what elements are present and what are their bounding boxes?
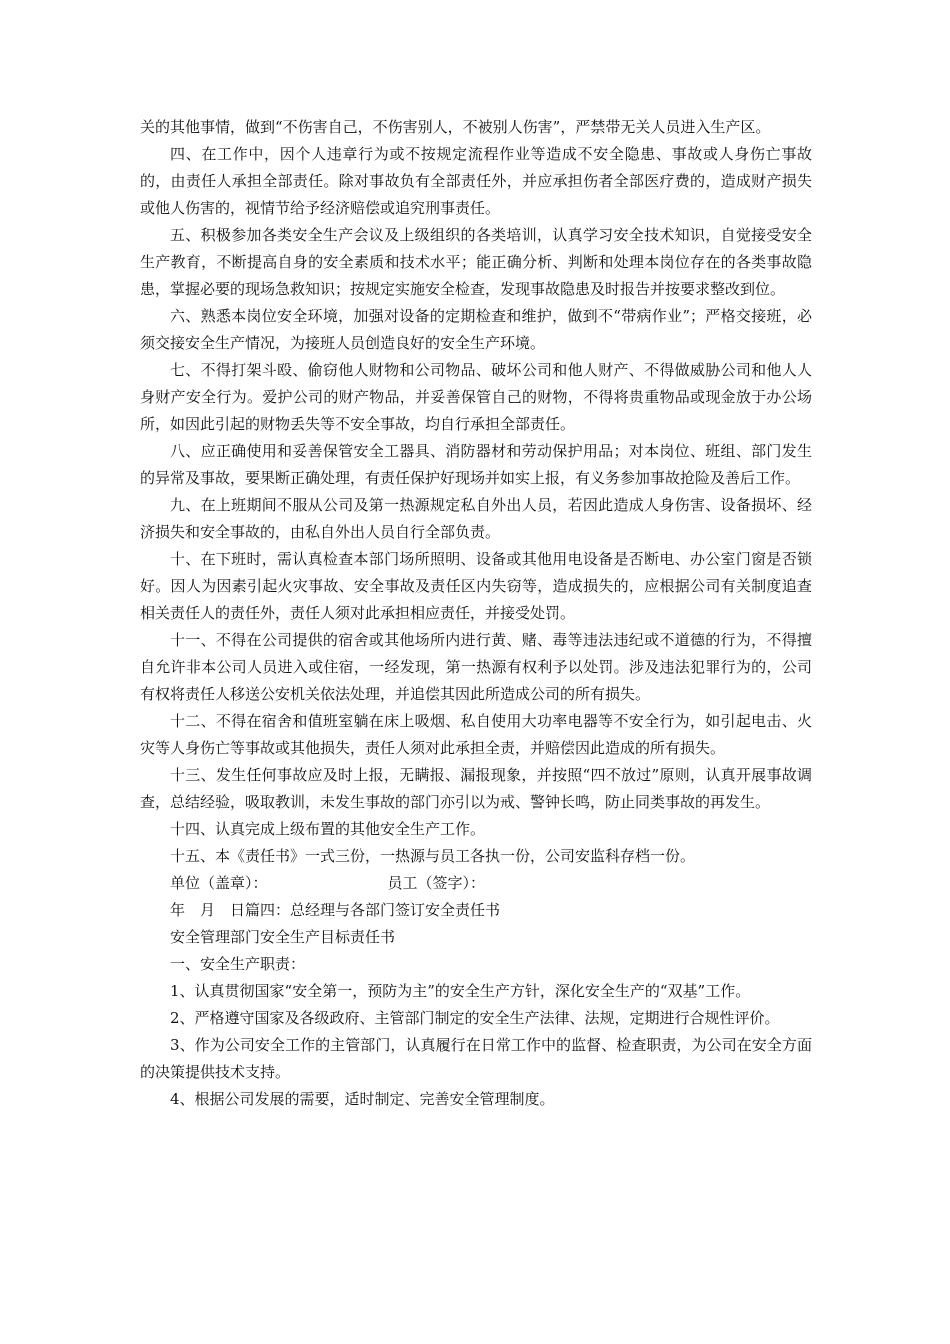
paragraph-item-14: 十四、认真完成上级布置的其他安全生产工作。 — [170, 820, 486, 838]
paragraph-item-13: 十三、发生任何事故应及时上报，无瞒报、漏报现象，并按照“四不放过”原则，认真开展事故调查，总结经验，吸取教训，未发生事故的部门亦引以为戒、警钟长鸣，防止同类事故的再发生。 — [140, 766, 812, 811]
duty-item-4: 4、根据公司发展的需要，适时制定、完善安全管理制度。 — [170, 1090, 555, 1108]
document-page — [140, 114, 812, 1113]
paragraph-item-5: 五、积极参加各类安全生产会议及上级组织的各类培训，认真学习安全技术知识，自觉接受安全生产教育，不断提高自身的安全素质和技术水平；能正确分析、判断和处理本岗位存在的各类事故隐患，掌握必要的现场急救知识；按规定实施安全检查，发现事故隐患及时报告并按要求整改到位。 — [140, 226, 812, 298]
date-and-title-line: 年 月 日篇四：总经理与各部门签订安全责任书 — [170, 901, 501, 919]
paragraph-item-10: 十、在下班时，需认真检查本部门场所照明、设备或其他用电设备是否断电、办公室门窗是否锁好。因人为因素引起火灾事故、安全事故及责任区内失窃等，造成损失的，应根据公司有关制度追查相关责任人的责任外，责任人须对此承担相应责任，并接受处罚。 — [140, 550, 812, 622]
section-heading: 一、安全生产职责： — [170, 955, 306, 973]
paragraph-item-4: 四、在工作中，因个人违章行为或不按规定流程作业等造成不安全隐患、事故或人身伤亡事故的，由责任人承担全部责任。除对事故负有全部责任外，并应承担伤者全部医疗费的，造成财产损失或他人伤害的，视情节给予经济赔偿或追究刑事责任。 — [140, 145, 812, 217]
paragraph-item-6: 六、熟悉本岗位安全环境，加强对设备的定期检查和维护，做到不“带病作业”；严格交接班，必须交接安全生产情况，为接班人员创造良好的安全生产环境。 — [140, 307, 812, 352]
sign-employee-label: 员工（签字）： — [387, 874, 486, 892]
duty-item-3: 3、作为公司安全工作的主管部门，认真履行在日常工作中的监督、检查职责，为公司在安全方面的决策提供技术支持。 — [140, 1036, 812, 1081]
paragraph-item-15: 十五、本《责任书》一式三份，一热源与员工各执一份，公司安监科存档一份。 — [170, 847, 696, 865]
paragraph-item-7: 七、不得打架斗殴、偷窃他人财物和公司物品、破坏公司和他人财产、不得做威胁公司和他人人身财产安全行为。爱护公司的财产物品，并妥善保管自己的财物，不得将贵重物品或现金放于办公场所，如因此引起的财物丢失等不安全事故，均自行承担全部责任。 — [140, 361, 812, 433]
sign-unit-label: 单位（盖章）： — [170, 874, 268, 892]
signature-row — [140, 870, 812, 897]
section-title: 安全管理部门安全生产目标责任书 — [170, 928, 396, 946]
paragraph-continuation: 关的其他事情，做到“不伤害自己，不伤害别人，不被别人伤害”，严禁带无关人员进入生产区。 — [140, 118, 771, 136]
duty-item-1: 1、认真贯彻国家“安全第一，预防为主”的安全生产方针，深化安全生产的“双基”工作。 — [170, 982, 751, 1000]
paragraph-item-8: 八、应正确使用和妥善保管安全工器具、消防器材和劳动保护用品；对本岗位、班组、部门发生的异常及事故，要果断正确处理，有责任保护好现场并如实上报，有义务参加事故抢险及善后工作。 — [140, 442, 812, 487]
paragraph-item-11: 十一、不得在公司提供的宿舍或其他场所内进行黄、赌、毒等违法违纪或不道德的行为，不得擅自允许非本公司人员进入或住宿，一经发现，第一热源有权利予以处罚。涉及违法犯罪行为的，公司有权将责任人移送公安机关依法处理，并追偿其因此所造成公司的所有损失。 — [140, 631, 812, 703]
duty-item-2: 2、严格遵守国家及各级政府、主管部门制定的安全生产法律、法规，定期进行合规性评价。 — [170, 1009, 780, 1027]
paragraph-item-9: 九、在上班期间不服从公司及第一热源规定私自外出人员，若因此造成人身伤害、设备损坏、经济损失和安全事故的，由私自外出人员自行全部负责。 — [140, 496, 812, 541]
paragraph-item-12: 十二、不得在宿舍和值班室躺在床上吸烟、私自使用大功率电器等不安全行为，如引起电击、火灾等人身伤亡等事故或其他损失，责任人须对此承担全责，并赔偿因此造成的所有损失。 — [140, 712, 812, 757]
